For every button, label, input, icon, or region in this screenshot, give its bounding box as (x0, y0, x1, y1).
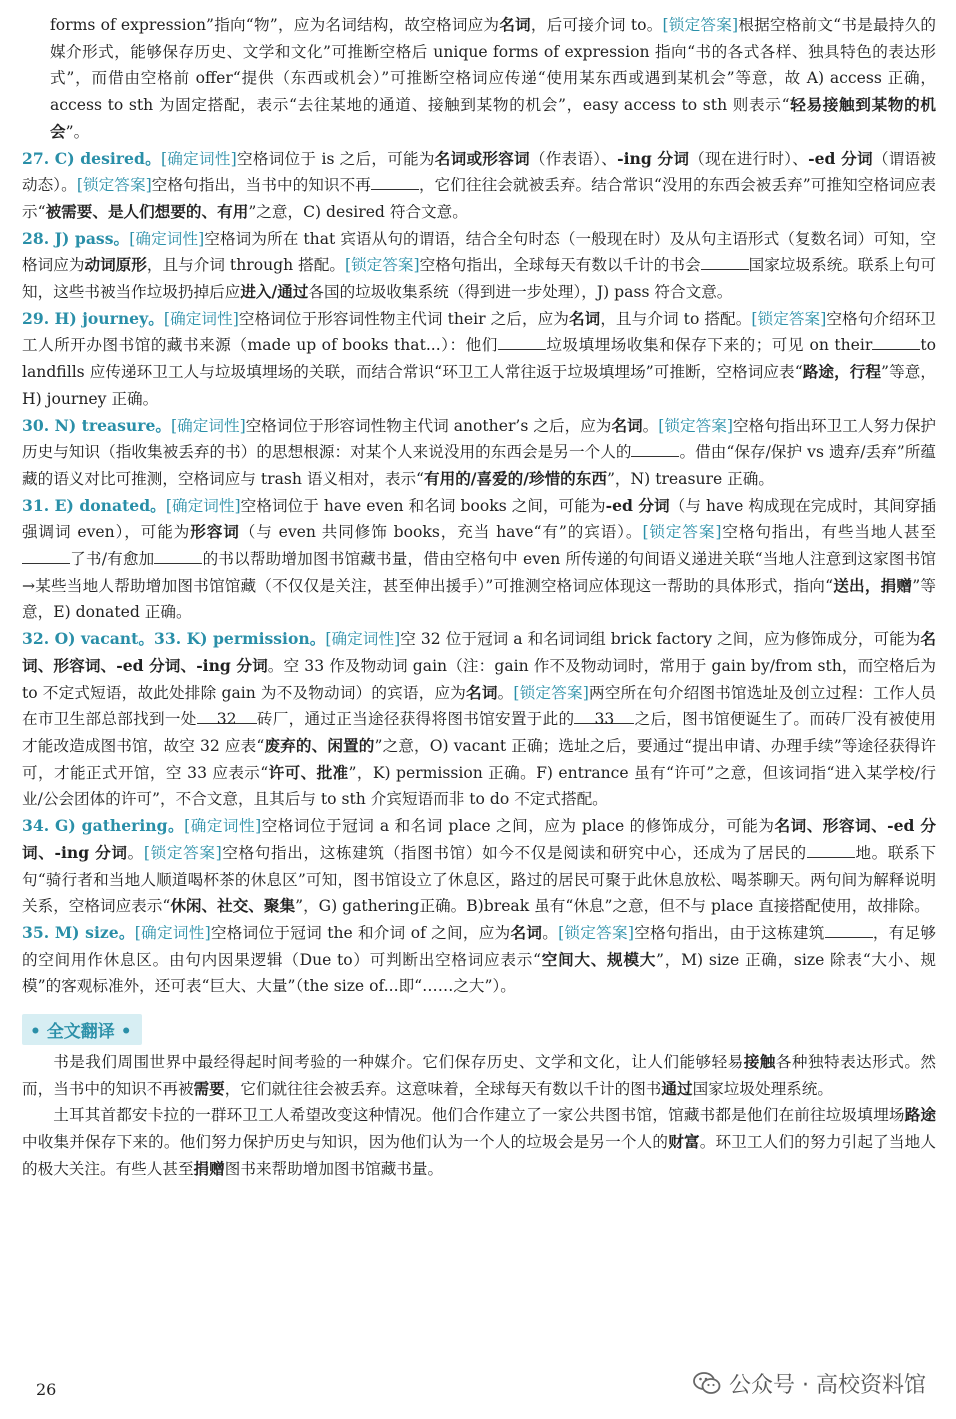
question-34 (22, 813, 936, 920)
text: 空格词位于 have even 和名词 books 之间，可能为 (240, 496, 606, 515)
text: （谓语被动态）。 (22, 149, 936, 195)
text: ”，K) permission 正确。F) entrance 虽有“许可”之意，但该词指“进入某学校/行业/公会团体的许可”，不合文意，且其后与 to sth 介宾短语而非 to do 不定式搭配。 (22, 763, 936, 809)
answer-tag: [锁定答案] (662, 16, 739, 34)
text: 砖厂，通过正当途径获得将图书馆安置于此的 (256, 710, 575, 729)
question-35 (22, 920, 936, 1000)
pos-tag: [确定词性] (184, 817, 262, 836)
emphasis: 送出，捐赠 (833, 575, 913, 595)
question-number: 28. J) pass。 (22, 228, 130, 248)
text: ”。 (65, 122, 90, 141)
wechat-icon (693, 1371, 721, 1397)
pos-tag: [确定词性] (134, 923, 211, 942)
question-27 (22, 146, 936, 226)
translation-paragraph-2 (22, 1102, 936, 1182)
text: ，且与介词 to 搭配。 (600, 309, 752, 328)
answer-tag: [锁定答案] (143, 843, 222, 862)
text: 空格句指出，当书中的知识不再 (151, 176, 371, 195)
emphasis: 进入/通过 (240, 282, 309, 302)
pos-tag: [确定词性] (129, 229, 205, 248)
content (22, 12, 936, 1183)
question-number: 31. E) donated。 (22, 495, 166, 515)
emphasis: 空间大、规模大 (541, 949, 657, 969)
text: 空格句指出环卫工人努力保护历史与知识（指收集被丢弃的书）的思想根源：对某个人来说没用的东西会是另一个人的 (22, 416, 936, 462)
pos-tag: [确定词性] (171, 416, 246, 435)
pos-tag: [确定词性] (163, 309, 239, 328)
question-number: 30. N) treasure。 (22, 415, 172, 435)
question-30 (22, 413, 936, 493)
emphasis: 名词 (466, 682, 498, 702)
emphasis: 名词 (499, 15, 531, 34)
emphasis: 有用的/喜爱的/珍惜的东西 (424, 468, 607, 488)
text: 书是我们周围世界中最经得起时间考验的一种媒介。它们保存历史、文学和文化，让人们能够轻易 (53, 1053, 744, 1072)
text: 。 (127, 843, 144, 862)
text: ”，M) size 正确，size 除表“大小、规模”的客观标准外，还可表“巨大、大量”（the size of...即“……之大”）。 (22, 950, 936, 996)
question-number: 34. G) gathering。 (22, 816, 185, 836)
emphasis: 名词或形容词 (434, 148, 530, 168)
question-number: 27. C) desired。 (22, 148, 161, 168)
text: 。 (542, 923, 559, 942)
paragraph-26-continued (22, 12, 936, 146)
text: 各国的垃圾收集系统（得到进一步处理），J) pass 符合文意。 (308, 283, 733, 302)
section-heading-translation: • 全文翻译 • (22, 1014, 142, 1045)
emphasis: 名词、形容词、-ed 分词、-ing 分词 (22, 816, 936, 862)
text: 。 (497, 683, 514, 702)
answer-tag: [锁定答案] (751, 309, 827, 328)
emphasis: 废弃的、闲置的 (264, 735, 375, 755)
emphasis: 名词 (568, 308, 601, 328)
text: 国家垃圾系统。联系上句可知，这些书被当作垃圾扔掉后应 (22, 256, 936, 302)
answer-tag: [锁定答案] (76, 176, 152, 195)
text: 国家垃圾处理系统。 (692, 1079, 833, 1098)
text: ”等意，H) journey 正确。 (22, 363, 936, 408)
blank (22, 546, 70, 564)
text: ，且与介词 through 搭配。 (146, 256, 345, 275)
text: 中收集并保存下来的。他们努力保护历史与知识，因为他们认为一个人的垃圾会是另一个人的 (22, 1133, 669, 1152)
emphasis: 名词、形容词、-ed 分词、-ing 分词 (22, 629, 937, 675)
emphasis: 被需要、是人们想要的、有用 (45, 201, 249, 221)
text: 之后，图书馆便诞生了。而砖厂没有被使用才能改造成图书馆，故空 32 应表“ (22, 710, 936, 755)
text: ”，N) treasure 正确。 (606, 469, 774, 488)
answer-tag: [锁定答案] (642, 523, 722, 542)
emphasis: 休闲、社交、聚集 (170, 896, 296, 916)
question-28 (22, 226, 936, 306)
blank (154, 546, 202, 564)
emphasis: 财富 (668, 1132, 700, 1152)
page-number: 26 (36, 1380, 57, 1399)
emphasis: -ed 分词 (605, 495, 670, 515)
watermark (693, 1368, 926, 1399)
text: 空格词位于形容词性物主代词 another’s 之后，应为 (245, 416, 612, 435)
text: 空格词为所在 that 宾语从句的谓语，结合全句时态（一般现在时）及从句主语形式（复数名词）可知，空格词应为 (22, 229, 936, 275)
text: 空格句介绍环卫工人所开办图书馆的藏书来源（made up of books that...）：他们 (22, 309, 936, 355)
text: 了书/有愈加 (70, 550, 155, 569)
text: 土耳其首都安卡拉的一群环卫工人希望改变这种情况。他们合作建立了一家公共图书馆，馆藏书都是他们在前往垃圾填埋场 (53, 1106, 905, 1125)
question-32-33 (22, 626, 936, 813)
text: 空格词位于冠词 a 和名词 place 之间，应为 place 的修饰成分，可能为 (261, 817, 775, 836)
question-29 (22, 306, 936, 413)
emphasis: 轻易接触到某物的机会 (50, 95, 936, 141)
emphasis: 许可、批准 (268, 762, 349, 782)
text: ，它们就往往会被丢弃。这意味着，全球每天有数以千计的图书 (224, 1079, 662, 1098)
text: 空格句指出，全球每天有数以千计的书会 (419, 256, 701, 275)
blank (498, 332, 546, 350)
question-number: 29. H) journey。 (22, 308, 164, 328)
text: ，后可接介词 to。 (530, 16, 663, 34)
text: 根据空格前文“书是最持久的媒介形式，能够保存历史、文学和文化”可推断空格后 unique forms of expression 指向“书的各式各样、独具特色的表达形式”，而借由空格前 offer“提供（东西或机会）”可推断空格词应传递“使用某东西或遇到某机会”等意，故 A) access 正确，access to sth 为固定搭配，表示“去往某地的通道、接触到某物的机会”，easy access to sth 则表示“ (50, 16, 936, 115)
blank (872, 332, 920, 350)
translation-paragraph-1 (22, 1049, 936, 1102)
question-number: 32. O) vacant。33. K) permission。 (22, 629, 326, 649)
emphasis: 接触 (743, 1052, 776, 1072)
text: 空格词位于 is 之后，可能为 (236, 149, 435, 168)
emphasis: 形容词 (190, 522, 240, 542)
text: ，它们往往会就被丢弃。结合常识“没用的东西会被丢弃”可推知空格词应表示“ (22, 176, 936, 221)
text: 空格词位于冠词 the 和介词 of 之间，应为 (210, 923, 511, 942)
emphasis: -ing 分词 (617, 148, 690, 168)
blank-33: 33 (574, 706, 634, 724)
text: （现在进行时）、 (689, 149, 809, 168)
emphasis: 路途 (904, 1105, 936, 1125)
answer-tag: [锁定答案] (513, 683, 589, 702)
blank (371, 172, 419, 190)
pos-tag: [确定词性] (165, 496, 241, 515)
emphasis: -ed 分词 (808, 148, 873, 168)
text: 空格句指出，由于这栋建筑 (633, 923, 825, 942)
text: 垃圾填埋场收集和保存下来的；可见 on their (545, 336, 873, 355)
emphasis: 通过 (661, 1078, 693, 1098)
pos-tag: [确定词性] (325, 630, 401, 649)
pos-tag: [确定词性] (160, 149, 237, 168)
text: ”之意，C) desired 符合文意。 (248, 202, 468, 221)
answer-tag: [锁定答案] (344, 256, 420, 275)
text: 两空所在句介绍图书馆选址及创立过程：工作人员在市卫生部总部找到一处 (22, 683, 936, 729)
emphasis: 名词 (611, 415, 643, 435)
emphasis: 动词原形 (84, 255, 147, 275)
blank (807, 840, 855, 858)
text: 图书来帮助增加图书馆藏书量。 (224, 1159, 444, 1178)
text: 空格句指出，这栋建筑（指图书馆）如今不仅是阅读和研究中心，还成为了居民的 (221, 843, 807, 862)
blank (631, 439, 679, 457)
text: 。空 33 作及物动词 gain（注：gain 作不及物动词时，常用于 gain by/from sth，而空格后为 to 不定式短语，故此处排除 gain 为不及物动词）的宾语，应为 (22, 656, 936, 702)
question-31 (22, 493, 936, 627)
text: 。环卫工人们的努力引起了当地人的极大关注。有些人甚至 (22, 1133, 936, 1178)
blank (701, 252, 749, 270)
text: （与 even 共同修饰 books，充当 have“有”的宾语）。 (239, 523, 643, 542)
text: 各种独特表达形式。然而，当书中的知识不再被 (22, 1053, 936, 1098)
watermark-text: 公众号 · 高校资料馆 (729, 1373, 926, 1398)
text: forms of expression”指向“物”，应为名词结构，故空格词应为 (50, 16, 500, 34)
text: 的书以帮助增加图书馆藏书量，借由空格句中 even 所传递的句间语义递进关联“当地人注意到这家图书馆→某些当地人帮助增加图书馆馆藏（不仅仅是关注，甚至伸出援手）”可推测空格词应体现这一帮助的具体形式，指向“ (22, 550, 936, 595)
emphasis: 路途，行程 (802, 362, 882, 382)
text: （作表语）、 (529, 149, 618, 168)
text: to landfills 应传递环卫工人与垃圾填埋场的关联，而结合常识“环卫工人常往返于垃圾填埋场”可推断，空格词应表“ (22, 336, 937, 382)
answer-tag: [锁定答案] (658, 416, 733, 435)
text: ”等意，E) donated 正确。 (22, 576, 936, 622)
text: 地。联系下句“骑行者和当地人顺道喝杯茶的休息区”可知，图书馆设立了休息区，路过的居民可聚于此休息放松、喝茶聊天。两句间为解释说明关系，空格词应表示“ (22, 843, 936, 916)
text: 空格句指出，有些当地人甚至 (721, 523, 936, 542)
blank (825, 920, 873, 938)
text: 。 (642, 416, 659, 435)
question-number: 35. M) size。 (22, 922, 135, 942)
emphasis: 需要 (193, 1078, 225, 1098)
emphasis: 捐赠 (193, 1158, 225, 1178)
text: ”之意，O) vacant 正确；选址之后，要通过“提出申请、办理手续”等途径获得许可，才能正式开馆，空 33 应表示“ (22, 736, 936, 782)
blank-32: 32 (197, 706, 257, 724)
answer-tag: [锁定答案] (558, 923, 634, 942)
text: 空 32 位于冠词 a 和名词词组 brick factory 之间，应为修饰成分，可能为 (400, 630, 921, 649)
text: ”，G) gathering正确。B)break 虽有“休息”之意，但不与 place 直接搭配使用，故排除。 (295, 897, 930, 916)
text: 。借由“保存/保护 vs 遗弃/丢弃”所蕴藏的语义对比可推测，空格词应与 trash 语义相对，表示“ (22, 443, 936, 488)
text: 空格词位于形容词性物主代词 their 之后，应为 (238, 309, 569, 328)
emphasis: 名词 (510, 922, 543, 942)
text: ，有足够的空间用作休息区。由句内因果逻辑（Due to）可判断出空格词应表示“ (22, 923, 937, 969)
text: （与 have 构成现在完成时，其间穿插强调词 even），可能为 (22, 496, 937, 542)
